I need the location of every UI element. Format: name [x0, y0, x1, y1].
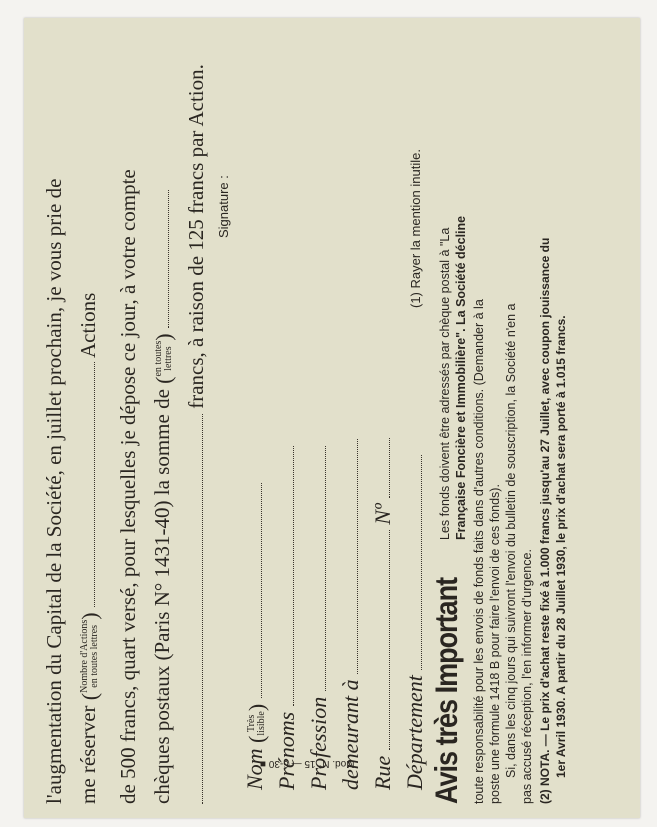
footnote-rayer: (1) Rayer la mention inutile.: [408, 149, 423, 308]
no-field[interactable]: [387, 438, 390, 498]
prenoms-row: [274, 446, 300, 790]
intro-line-3: de 500 francs, quart versé, pour lesquelles je dépose ce jour, à votre compte: [116, 169, 140, 804]
actions-suffix: Actions: [76, 292, 100, 359]
nota-line-1: (2) NOTA. — Le prix d'achat reste fixé à 1.000 francs jusqu'au 27 Juillet, avec coupon jouissance du: [538, 237, 552, 804]
avis-text-4: poste une formule 1418 B pour faire l'envoi de ces fonds).: [488, 484, 502, 804]
profession-label: Profession: [306, 696, 331, 790]
demeurant-field[interactable]: [355, 439, 358, 674]
nom-label: Nom: [242, 748, 267, 790]
amount-field-1[interactable]: [166, 190, 169, 328]
rue-field[interactable]: [387, 530, 390, 750]
departement-field[interactable]: [419, 455, 422, 670]
rotated-form-content: [24, 18, 640, 818]
profession-field[interactable]: [323, 446, 326, 691]
actions-count-field[interactable]: [92, 362, 95, 607]
avis-text-3: toute responsabilité pour les envois de fonds faits dans d'autres conditions. (Demander à la: [472, 299, 486, 804]
intro-line-2: me réserver (Nombre d'Actions en toutes lettres) Actions: [76, 292, 103, 804]
no-label: Nº: [370, 503, 395, 525]
demeurant-row: [338, 439, 364, 790]
rue-label: Rue: [370, 755, 395, 790]
mod-reference: Mod. N° 15 — 6-30 ■: [260, 758, 355, 769]
signature-label: Signature :: [216, 175, 231, 238]
nota-line-2: 1er Avril 1930. A partir du 28 Juillet 1930, le prix d'achat sera porté à 1.015 francs.: [554, 315, 568, 778]
nom-row: Nom (Très lisible): [242, 483, 270, 790]
avis-text-5: Si, dans les cinq jours qui suivront l'envoi du bulletin de souscription, la Société n'en a: [504, 303, 518, 778]
departement-row: [402, 455, 428, 790]
profession-row: [306, 446, 332, 790]
avis-text-2: Française Foncière et Immobilière". La Société décline: [454, 215, 468, 540]
avis-text-1: Les fonds doivent être adressés par chèque postal à "La: [438, 227, 452, 540]
avis-text-6: pas accusé réception, l'en informer d'urgence.: [520, 549, 534, 804]
tres-lisible-hint: Très lisible: [245, 711, 267, 736]
price-text: francs, à raison de 125 francs par Action.: [184, 64, 208, 409]
intro-line-5: [184, 64, 209, 804]
amount-field-2[interactable]: [200, 414, 203, 804]
form-sheet: [24, 18, 640, 818]
demeurant-label: demeurant à: [338, 679, 363, 790]
intro-line-1: l'augmentation du Capital de la Société, en juillet prochain, je vous prie de: [42, 178, 66, 804]
prenoms-field[interactable]: [291, 446, 294, 706]
actions-count-hint: Nombre d'Actions en toutes lettres: [79, 619, 101, 693]
intro-line-4: chèques postaux (Paris N° 1431-40) la somme de (en toutes lettres): [150, 190, 177, 804]
nom-field[interactable]: [259, 483, 262, 698]
departement-label: Département: [402, 675, 427, 790]
amount-prefix: chèques postaux (Paris N° 1431-40) la somme de: [150, 389, 174, 804]
prenoms-label: Prénoms: [274, 711, 299, 790]
amount-hint: en toutes lettres: [153, 340, 175, 377]
reserve-prefix: me réserver: [76, 705, 100, 804]
rue-row: [370, 438, 396, 790]
avis-title: Avis très Important: [429, 577, 464, 804]
